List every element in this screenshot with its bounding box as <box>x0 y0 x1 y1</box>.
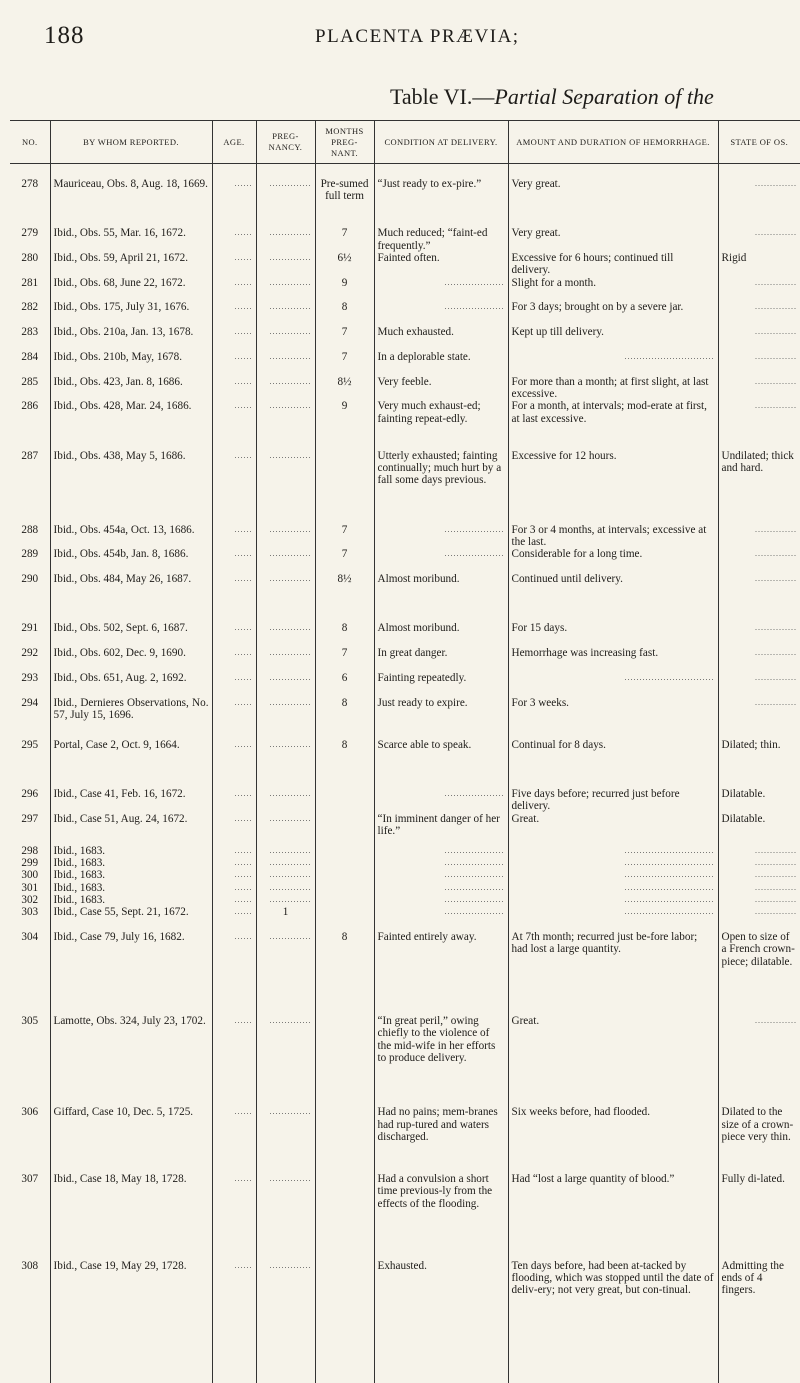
table-row <box>10 524 800 549</box>
cell-age: ...... <box>212 857 256 869</box>
cell-no: 286 <box>10 400 50 449</box>
cell-hemorrhage: .............................. <box>508 894 718 906</box>
table-title <box>390 84 714 110</box>
cell-pregnancy: .............. <box>256 931 315 1015</box>
cell-months: 8 <box>315 739 374 788</box>
cell-hemorrhage: Continual for 8 days. <box>508 739 718 788</box>
table-row <box>10 697 800 739</box>
cell-state-of-os: Dilatable. <box>718 788 800 813</box>
table-title-italic: Partial Separation of the <box>494 84 713 109</box>
table-row <box>10 351 800 376</box>
cell-months: 8½ <box>315 573 374 622</box>
cell-months: 8 <box>315 931 374 1015</box>
cell-state-of-os: .............. <box>718 672 800 697</box>
cell-reported-by: Ibid., 1683. <box>50 869 212 881</box>
cell-no: 307 <box>10 1173 50 1259</box>
cell-pregnancy: .............. <box>256 739 315 788</box>
col-header: AGE. <box>212 121 256 164</box>
table-row <box>10 894 800 906</box>
cell-pregnancy: .............. <box>256 227 315 252</box>
cell-age: ...... <box>212 647 256 672</box>
cell-no: 308 <box>10 1260 50 1383</box>
table-row <box>10 813 800 845</box>
cell-no: 278 <box>10 164 50 228</box>
cell-months <box>315 845 374 857</box>
cell-pregnancy: .............. <box>256 672 315 697</box>
table-row <box>10 277 800 302</box>
table-row <box>10 326 800 351</box>
cell-condition: Almost moribund. <box>374 622 508 647</box>
cell-pregnancy: .............. <box>256 697 315 739</box>
cell-reported-by: Ibid., Obs. 454b, Jan. 8, 1686. <box>50 548 212 573</box>
cell-condition: “Just ready to ex-pire.” <box>374 164 508 228</box>
cell-condition: Much reduced; “faint-ed frequently.” <box>374 227 508 252</box>
cell-months <box>315 1173 374 1259</box>
cell-no: 298 <box>10 845 50 857</box>
cell-condition: Fainted entirely away. <box>374 931 508 1015</box>
cell-age: ...... <box>212 672 256 697</box>
cell-months <box>315 813 374 845</box>
cell-reported-by: Ibid., Case 18, May 18, 1728. <box>50 1173 212 1259</box>
table-row <box>10 906 800 931</box>
cell-months <box>315 788 374 813</box>
table-row <box>10 647 800 672</box>
cell-pregnancy: .............. <box>256 277 315 302</box>
cell-no: 283 <box>10 326 50 351</box>
cell-condition: Almost moribund. <box>374 573 508 622</box>
cell-age: ...... <box>212 1015 256 1106</box>
cell-hemorrhage: Continued until delivery. <box>508 573 718 622</box>
cell-pregnancy: .............. <box>256 164 315 228</box>
cell-condition: In a deplorable state. <box>374 351 508 376</box>
cell-hemorrhage: Five days before; recurred just before delivery. <box>508 788 718 813</box>
cell-condition: .................... <box>374 882 508 894</box>
cell-condition: .................... <box>374 869 508 881</box>
cell-reported-by: Ibid., Obs. 428, Mar. 24, 1686. <box>50 400 212 449</box>
table-row <box>10 622 800 647</box>
cell-state-of-os: .............. <box>718 164 800 228</box>
table-row <box>10 869 800 881</box>
cell-state-of-os: .............. <box>718 573 800 622</box>
cell-no: 289 <box>10 548 50 573</box>
cell-pregnancy: .............. <box>256 882 315 894</box>
cell-months: 7 <box>315 227 374 252</box>
cell-reported-by: Ibid., Obs. 651, Aug. 2, 1692. <box>50 672 212 697</box>
cell-hemorrhage: Very great. <box>508 227 718 252</box>
cell-pregnancy: .............. <box>256 252 315 277</box>
cell-hemorrhage: .............................. <box>508 857 718 869</box>
cell-months <box>315 882 374 894</box>
table-row <box>10 400 800 449</box>
col-header: AMOUNT AND DURATION OF HEMORRHAGE. <box>508 121 718 164</box>
cell-months <box>315 1106 374 1173</box>
cell-condition: Exhausted. <box>374 1260 508 1383</box>
cell-age: ...... <box>212 931 256 1015</box>
cell-hemorrhage: For a month, at intervals; mod-erate at first, at last excessive. <box>508 400 718 449</box>
cell-state-of-os: .............. <box>718 647 800 672</box>
cell-hemorrhage: Had “lost a large quantity of blood.” <box>508 1173 718 1259</box>
cell-months <box>315 869 374 881</box>
cell-no: 290 <box>10 573 50 622</box>
cell-months: 8 <box>315 301 374 326</box>
cell-no: 282 <box>10 301 50 326</box>
table-row <box>10 252 800 277</box>
cell-state-of-os: .............. <box>718 857 800 869</box>
cell-pregnancy: .............. <box>256 351 315 376</box>
cell-no: 297 <box>10 813 50 845</box>
cell-age: ...... <box>212 697 256 739</box>
cell-months <box>315 1015 374 1106</box>
cell-state-of-os: Dilated to the size of a crown-piece very thin. <box>718 1106 800 1173</box>
cell-reported-by: Ibid., Obs. 438, May 5, 1686. <box>50 450 212 524</box>
cell-no: 281 <box>10 277 50 302</box>
cell-pregnancy: .............. <box>256 326 315 351</box>
cell-age: ...... <box>212 351 256 376</box>
cell-hemorrhage: At 7th month; recurred just be-fore labor; had lost a large quantity. <box>508 931 718 1015</box>
table-row <box>10 882 800 894</box>
cell-hemorrhage: Very great. <box>508 164 718 228</box>
cell-age: ...... <box>212 813 256 845</box>
cell-months: 6½ <box>315 252 374 277</box>
cell-condition: Had no pains; mem-branes had rup-tured and waters discharged. <box>374 1106 508 1173</box>
cell-condition: Had a convulsion a short time previous-ly from the effects of the flooding. <box>374 1173 508 1259</box>
cell-pregnancy: .............. <box>256 788 315 813</box>
cell-state-of-os: .............. <box>718 697 800 739</box>
table-body <box>10 164 800 1383</box>
cell-reported-by: Mauriceau, Obs. 8, Aug. 18, 1669. <box>50 164 212 228</box>
cell-reported-by: Ibid., Case 51, Aug. 24, 1672. <box>50 813 212 845</box>
cell-reported-by: Ibid., Obs. 502, Sept. 6, 1687. <box>50 622 212 647</box>
cell-pregnancy: .............. <box>256 573 315 622</box>
cell-no: 280 <box>10 252 50 277</box>
cell-hemorrhage: Excessive for 6 hours; continued till delivery. <box>508 252 718 277</box>
cell-hemorrhage: Ten days before, had been at-tacked by flooding, which was stopped until the date of deliv-ery; not very great, but con-tinual. <box>508 1260 718 1383</box>
cell-hemorrhage: For 3 weeks. <box>508 697 718 739</box>
table-row <box>10 301 800 326</box>
cell-age: ...... <box>212 845 256 857</box>
table-row <box>10 845 800 857</box>
cell-no: 279 <box>10 227 50 252</box>
cell-pregnancy: .............. <box>256 450 315 524</box>
cell-state-of-os: .............. <box>718 894 800 906</box>
cell-age: ...... <box>212 524 256 549</box>
cell-pregnancy: .............. <box>256 647 315 672</box>
cell-reported-by: Ibid., Case 41, Feb. 16, 1672. <box>50 788 212 813</box>
table-row <box>10 1106 800 1173</box>
cell-pregnancy: .............. <box>256 1173 315 1259</box>
cell-condition: .................... <box>374 845 508 857</box>
cell-pregnancy: .............. <box>256 622 315 647</box>
cell-months <box>315 857 374 869</box>
cell-no: 284 <box>10 351 50 376</box>
cell-state-of-os: Undilated; thick and hard. <box>718 450 800 524</box>
col-header: MONTHS PREG-NANT. <box>315 121 374 164</box>
cell-age: ...... <box>212 252 256 277</box>
cell-age: ...... <box>212 548 256 573</box>
cell-pregnancy: .............. <box>256 894 315 906</box>
cell-no: 306 <box>10 1106 50 1173</box>
table-row <box>10 931 800 1015</box>
cell-state-of-os: .............. <box>718 227 800 252</box>
cell-no: 301 <box>10 882 50 894</box>
cell-condition: Much exhausted. <box>374 326 508 351</box>
cell-state-of-os: .............. <box>718 376 800 401</box>
cell-state-of-os: .............. <box>718 1015 800 1106</box>
running-head: PLACENTA PRÆVIA; <box>315 26 520 48</box>
cell-condition: Utterly exhausted; fainting continually; much hurt by a fall some days previous. <box>374 450 508 524</box>
table-label: Table VI.— <box>390 84 494 109</box>
cell-state-of-os: .............. <box>718 548 800 573</box>
cell-condition: Scarce able to speak. <box>374 739 508 788</box>
cell-age: ...... <box>212 894 256 906</box>
cell-no: 300 <box>10 869 50 881</box>
cell-months: 9 <box>315 400 374 449</box>
cell-age: ...... <box>212 400 256 449</box>
cell-hemorrhage: Considerable for a long time. <box>508 548 718 573</box>
cell-pregnancy: .............. <box>256 1260 315 1383</box>
cell-condition: Very feeble. <box>374 376 508 401</box>
cell-age: ...... <box>212 622 256 647</box>
cell-reported-by: Ibid., Obs. 175, July 31, 1676. <box>50 301 212 326</box>
cell-months <box>315 894 374 906</box>
cell-months: 9 <box>315 277 374 302</box>
cell-pregnancy: .............. <box>256 548 315 573</box>
cell-hemorrhage: For more than a month; at first slight, at last excessive. <box>508 376 718 401</box>
cell-no: 296 <box>10 788 50 813</box>
cell-state-of-os: .............. <box>718 277 800 302</box>
cell-reported-by: Ibid., Obs. 602, Dec. 9, 1690. <box>50 647 212 672</box>
cell-hemorrhage: For 3 days; brought on by a severe jar. <box>508 301 718 326</box>
cell-pregnancy: .............. <box>256 845 315 857</box>
cell-reported-by: Ibid., Obs. 454a, Oct. 13, 1686. <box>50 524 212 549</box>
cell-hemorrhage: .............................. <box>508 351 718 376</box>
table-row <box>10 788 800 813</box>
cell-reported-by: Giffard, Case 10, Dec. 5, 1725. <box>50 1106 212 1173</box>
table-header-row <box>10 121 800 164</box>
cell-condition: .................... <box>374 894 508 906</box>
cell-age: ...... <box>212 450 256 524</box>
cell-condition: .................... <box>374 524 508 549</box>
cell-condition: .................... <box>374 857 508 869</box>
cell-condition: Fainted often. <box>374 252 508 277</box>
cell-state-of-os: Rigid <box>718 252 800 277</box>
cell-age: ...... <box>212 882 256 894</box>
cell-condition: .................... <box>374 301 508 326</box>
cell-reported-by: Ibid., Obs. 423, Jan. 8, 1686. <box>50 376 212 401</box>
cell-state-of-os: .............. <box>718 906 800 931</box>
cell-condition: “In great peril,” owing chiefly to the violence of the mid-wife in her efforts to produce delivery. <box>374 1015 508 1106</box>
cell-state-of-os: Dilated; thin. <box>718 739 800 788</box>
cell-no: 302 <box>10 894 50 906</box>
cell-age: ...... <box>212 164 256 228</box>
cell-condition: In great danger. <box>374 647 508 672</box>
cell-state-of-os: .............. <box>718 622 800 647</box>
cell-months <box>315 1260 374 1383</box>
col-header: STATE OF OS. <box>718 121 800 164</box>
table-row <box>10 672 800 697</box>
table-row <box>10 164 800 228</box>
table-row <box>10 376 800 401</box>
cell-reported-by: Ibid., Obs. 210a, Jan. 13, 1678. <box>50 326 212 351</box>
table-row <box>10 548 800 573</box>
cell-state-of-os: .............. <box>718 869 800 881</box>
cell-pregnancy: .............. <box>256 376 315 401</box>
table-row <box>10 1173 800 1259</box>
cell-no: 304 <box>10 931 50 1015</box>
cell-state-of-os: .............. <box>718 301 800 326</box>
cell-pregnancy: .............. <box>256 301 315 326</box>
cell-age: ...... <box>212 739 256 788</box>
cell-no: 303 <box>10 906 50 931</box>
cell-hemorrhage: Hemorrhage was increasing fast. <box>508 647 718 672</box>
cell-state-of-os: Fully di-lated. <box>718 1173 800 1259</box>
cell-months: Pre-sumed full term <box>315 164 374 228</box>
cell-age: ...... <box>212 277 256 302</box>
cell-hemorrhage: Great. <box>508 813 718 845</box>
table-row <box>10 1015 800 1106</box>
cell-hemorrhage: Six weeks before, had flooded. <box>508 1106 718 1173</box>
cell-months: 7 <box>315 524 374 549</box>
cell-no: 294 <box>10 697 50 739</box>
cell-condition: .................... <box>374 548 508 573</box>
cell-state-of-os: .............. <box>718 326 800 351</box>
cell-months: 7 <box>315 548 374 573</box>
cell-no: 305 <box>10 1015 50 1106</box>
cell-reported-by: Ibid., Obs. 484, May 26, 1687. <box>50 573 212 622</box>
cell-age: ...... <box>212 326 256 351</box>
cell-hemorrhage: .............................. <box>508 845 718 857</box>
cell-state-of-os: .............. <box>718 845 800 857</box>
cell-months: 7 <box>315 647 374 672</box>
cell-condition: “In imminent danger of her life.” <box>374 813 508 845</box>
cell-reported-by: Ibid., Dernieres Observations, No. 57, July 15, 1696. <box>50 697 212 739</box>
table-row <box>10 739 800 788</box>
cell-state-of-os: Open to size of a French crown-piece; dilatable. <box>718 931 800 1015</box>
cell-reported-by: Portal, Case 2, Oct. 9, 1664. <box>50 739 212 788</box>
table-row <box>10 227 800 252</box>
cell-hemorrhage: .............................. <box>508 869 718 881</box>
cell-age: ...... <box>212 227 256 252</box>
cell-state-of-os: .............. <box>718 524 800 549</box>
cell-condition: Very much exhaust-ed; fainting repeat-edly. <box>374 400 508 449</box>
cell-hemorrhage: Slight for a month. <box>508 277 718 302</box>
cell-hemorrhage: .............................. <box>508 906 718 931</box>
col-header: BY WHOM REPORTED. <box>50 121 212 164</box>
page-number: 188 <box>44 22 85 50</box>
cell-pregnancy: .............. <box>256 813 315 845</box>
cell-reported-by: Ibid., Obs. 210b, May, 1678. <box>50 351 212 376</box>
table-row <box>10 1260 800 1383</box>
cell-reported-by: Ibid., Case 19, May 29, 1728. <box>50 1260 212 1383</box>
cell-condition: Just ready to expire. <box>374 697 508 739</box>
cell-age: ...... <box>212 1260 256 1383</box>
cell-hemorrhage: .............................. <box>508 882 718 894</box>
table-row <box>10 450 800 524</box>
cell-hemorrhage: For 3 or 4 months, at intervals; excessive at the last. <box>508 524 718 549</box>
cell-months <box>315 906 374 931</box>
cell-hemorrhage: .............................. <box>508 672 718 697</box>
cell-reported-by: Ibid., Obs. 68, June 22, 1672. <box>50 277 212 302</box>
cell-condition: Fainting repeatedly. <box>374 672 508 697</box>
cell-hemorrhage: For 15 days. <box>508 622 718 647</box>
cell-condition: .................... <box>374 906 508 931</box>
cell-reported-by: Ibid., 1683. <box>50 894 212 906</box>
cell-age: ...... <box>212 301 256 326</box>
cell-condition: .................... <box>374 788 508 813</box>
cell-age: ...... <box>212 788 256 813</box>
cell-hemorrhage: Excessive for 12 hours. <box>508 450 718 524</box>
cell-no: 287 <box>10 450 50 524</box>
cell-age: ...... <box>212 1173 256 1259</box>
cell-no: 292 <box>10 647 50 672</box>
cell-reported-by: Ibid., 1683. <box>50 845 212 857</box>
cell-pregnancy: .............. <box>256 1106 315 1173</box>
table-row <box>10 573 800 622</box>
data-table <box>10 120 800 1383</box>
cell-pregnancy: .............. <box>256 524 315 549</box>
cell-state-of-os: Admitting the ends of 4 fingers. <box>718 1260 800 1383</box>
cell-pregnancy: .............. <box>256 869 315 881</box>
cell-state-of-os: .............. <box>718 400 800 449</box>
cell-reported-by: Ibid., Obs. 55, Mar. 16, 1672. <box>50 227 212 252</box>
cell-age: ...... <box>212 573 256 622</box>
cell-months: 8 <box>315 622 374 647</box>
cell-months: 7 <box>315 326 374 351</box>
cell-age: ...... <box>212 906 256 931</box>
cell-pregnancy: .............. <box>256 400 315 449</box>
table-row <box>10 857 800 869</box>
cell-hemorrhage: Great. <box>508 1015 718 1106</box>
cell-reported-by: Ibid., Case 55, Sept. 21, 1672. <box>50 906 212 931</box>
cell-no: 285 <box>10 376 50 401</box>
cell-pregnancy: 1 <box>256 906 315 931</box>
col-header: NO. <box>10 121 50 164</box>
cell-reported-by: Ibid., Case 79, July 16, 1682. <box>50 931 212 1015</box>
cell-no: 291 <box>10 622 50 647</box>
cell-pregnancy: .............. <box>256 1015 315 1106</box>
cell-months: 8½ <box>315 376 374 401</box>
cell-hemorrhage: Kept up till delivery. <box>508 326 718 351</box>
cell-pregnancy: .............. <box>256 857 315 869</box>
cell-age: ...... <box>212 376 256 401</box>
cell-months: 7 <box>315 351 374 376</box>
cell-no: 288 <box>10 524 50 549</box>
cell-months: 8 <box>315 697 374 739</box>
cell-reported-by: Ibid., Obs. 59, April 21, 1672. <box>50 252 212 277</box>
cell-reported-by: Ibid., 1683. <box>50 882 212 894</box>
cell-age: ...... <box>212 869 256 881</box>
cell-months: 6 <box>315 672 374 697</box>
col-header: CONDITION AT DELIVERY. <box>374 121 508 164</box>
cell-reported-by: Lamotte, Obs. 324, July 23, 1702. <box>50 1015 212 1106</box>
cell-state-of-os: .............. <box>718 882 800 894</box>
col-header: PREG-NANCY. <box>256 121 315 164</box>
cell-months <box>315 450 374 524</box>
cell-condition: .................... <box>374 277 508 302</box>
cell-no: 295 <box>10 739 50 788</box>
cell-state-of-os: .............. <box>718 351 800 376</box>
cell-state-of-os: Dilatable. <box>718 813 800 845</box>
cell-age: ...... <box>212 1106 256 1173</box>
cell-reported-by: Ibid., 1683. <box>50 857 212 869</box>
cell-no: 293 <box>10 672 50 697</box>
cell-no: 299 <box>10 857 50 869</box>
